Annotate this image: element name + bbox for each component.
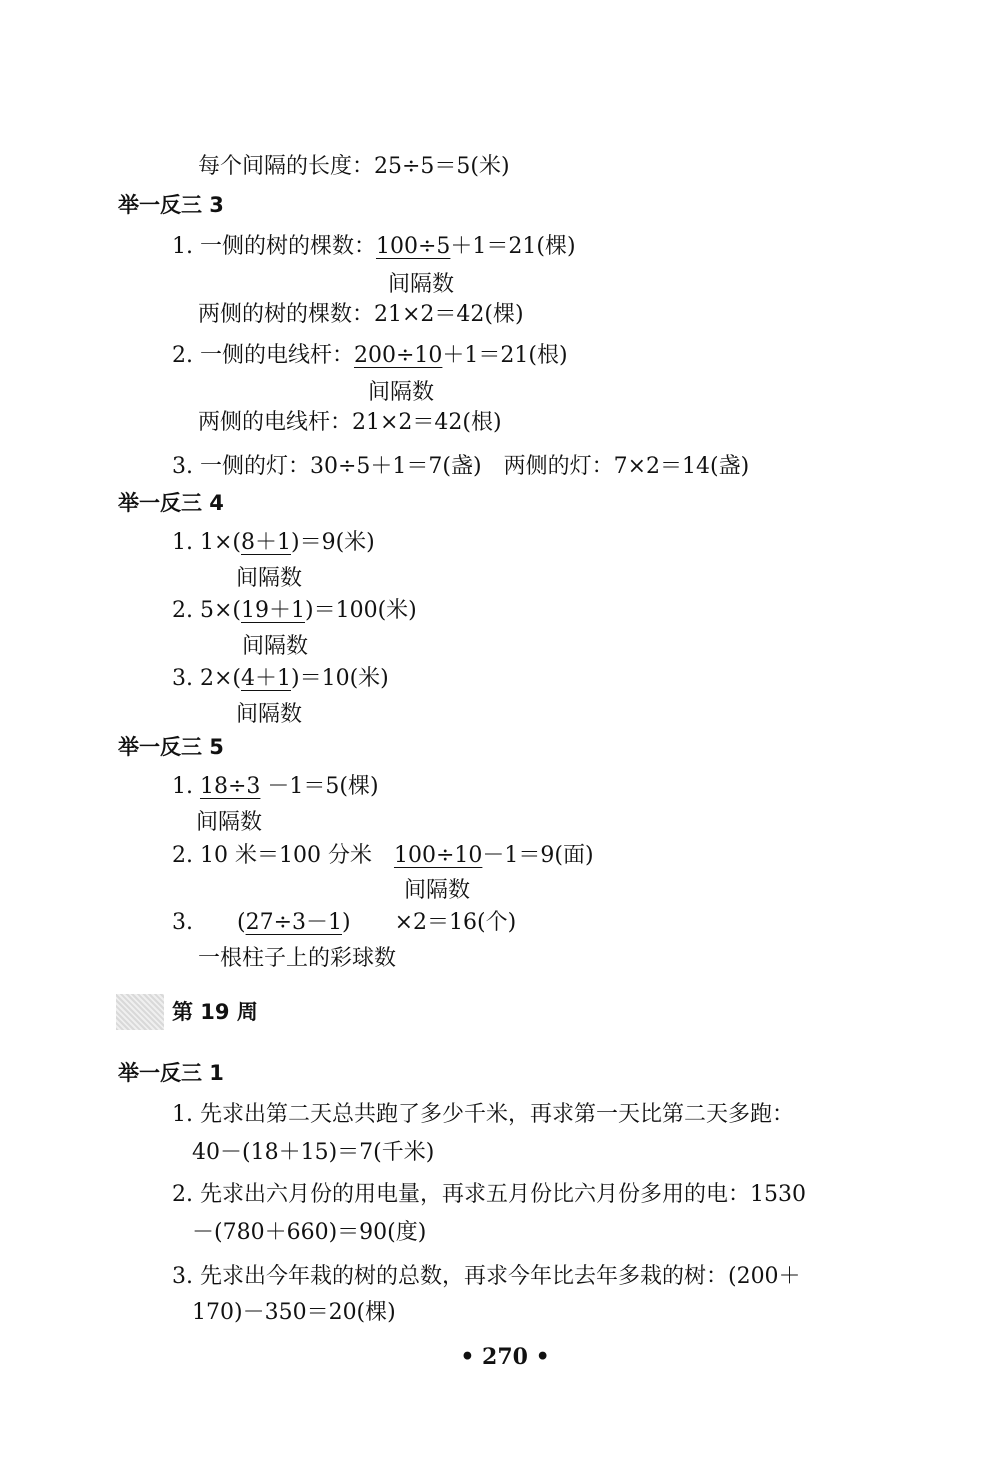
answer-line: －(780＋660)＝90(度) <box>192 1220 427 1245</box>
annotation: 间隔数 <box>388 272 455 297</box>
underlined-expr: 4＋1 <box>241 666 291 691</box>
text: 1. 1×( <box>172 530 241 555</box>
underlined-expr: 100÷10 <box>393 843 483 868</box>
annotation: 间隔数 <box>236 702 303 727</box>
answer-line: 3. 先求出今年栽的树的总数，再求今年比去年多栽的树：(200＋ <box>172 1264 801 1289</box>
text: )＝9(米) <box>291 530 375 555</box>
text: 1. 一侧的树的棵数： <box>172 234 376 259</box>
annotation: 间隔数 <box>404 878 471 903</box>
underlined-expr: 19＋1 <box>241 598 305 623</box>
text: 3. ( <box>172 910 246 935</box>
underlined-expr: 18÷3 <box>199 774 261 799</box>
annotation: 间隔数 <box>242 634 309 659</box>
annotation: 间隔数 <box>368 380 435 405</box>
section-heading: 举一反三 3 <box>118 193 224 217</box>
text: ＋1＝21(棵) <box>450 234 576 259</box>
text: ＋1＝21(根) <box>442 343 568 368</box>
underlined-expr: 8＋1 <box>241 530 291 555</box>
answer-line: 2. 先求出六月份的用电量，再求五月份比六月份多用的电：1530 <box>172 1182 806 1207</box>
text: 2. 10 米＝100 分米 <box>172 843 394 868</box>
text: 3. 2×( <box>172 666 241 691</box>
section-heading: 举一反三 1 <box>118 1061 224 1085</box>
answer-line <box>172 841 594 871</box>
answer-line: 两侧的电线杆：21×2＝42(根) <box>198 410 502 435</box>
answer-line <box>172 232 576 262</box>
text: 1. <box>172 774 200 799</box>
answer-line <box>172 341 568 371</box>
text: )＝100(米) <box>305 598 417 623</box>
answer-line <box>172 772 379 802</box>
annotation: 一根柱子上的彩球数 <box>198 946 397 971</box>
answer-line: 两侧的树的棵数：21×2＝42(棵) <box>198 302 524 327</box>
text: －1＝5(棵) <box>260 774 379 799</box>
text: )＝10(米) <box>291 666 389 691</box>
underlined-expr: 200÷10 <box>353 343 443 368</box>
answer-line: 1. 先求出第二天总共跑了多少千米，再求第一天比第二天多跑： <box>172 1102 794 1127</box>
text: ) ×2＝16(个) <box>342 910 517 935</box>
section-heading: 举一反三 4 <box>118 491 224 515</box>
week-header: 第 19 周 <box>172 1000 258 1024</box>
answer-line <box>172 664 389 694</box>
section-heading: 举一反三 5 <box>118 735 224 759</box>
underlined-expr: 100÷5 <box>375 234 451 259</box>
answer-line: 每个间隔的长度：25÷5＝5(米) <box>198 154 510 179</box>
text: －1＝9(面) <box>482 843 594 868</box>
annotation: 间隔数 <box>196 810 263 835</box>
answer-line: 40－(18＋15)＝7(千米) <box>192 1140 435 1165</box>
underlined-expr: 27÷3－1 <box>245 910 343 935</box>
answer-line <box>172 908 516 938</box>
answer-line <box>172 596 417 626</box>
answer-line: 3. 一侧的灯：30÷5＋1＝7(盏) 两侧的灯：7×2＝14(盏) <box>172 454 750 479</box>
annotation: 间隔数 <box>236 566 303 591</box>
answer-line <box>172 528 375 558</box>
page-number: • 270 • <box>460 1344 550 1370</box>
text: 2. 一侧的电线杆： <box>172 343 354 368</box>
week-header-shade <box>116 994 164 1030</box>
answer-line: 170)－350＝20(棵) <box>192 1300 396 1325</box>
text: 2. 5×( <box>172 598 241 623</box>
